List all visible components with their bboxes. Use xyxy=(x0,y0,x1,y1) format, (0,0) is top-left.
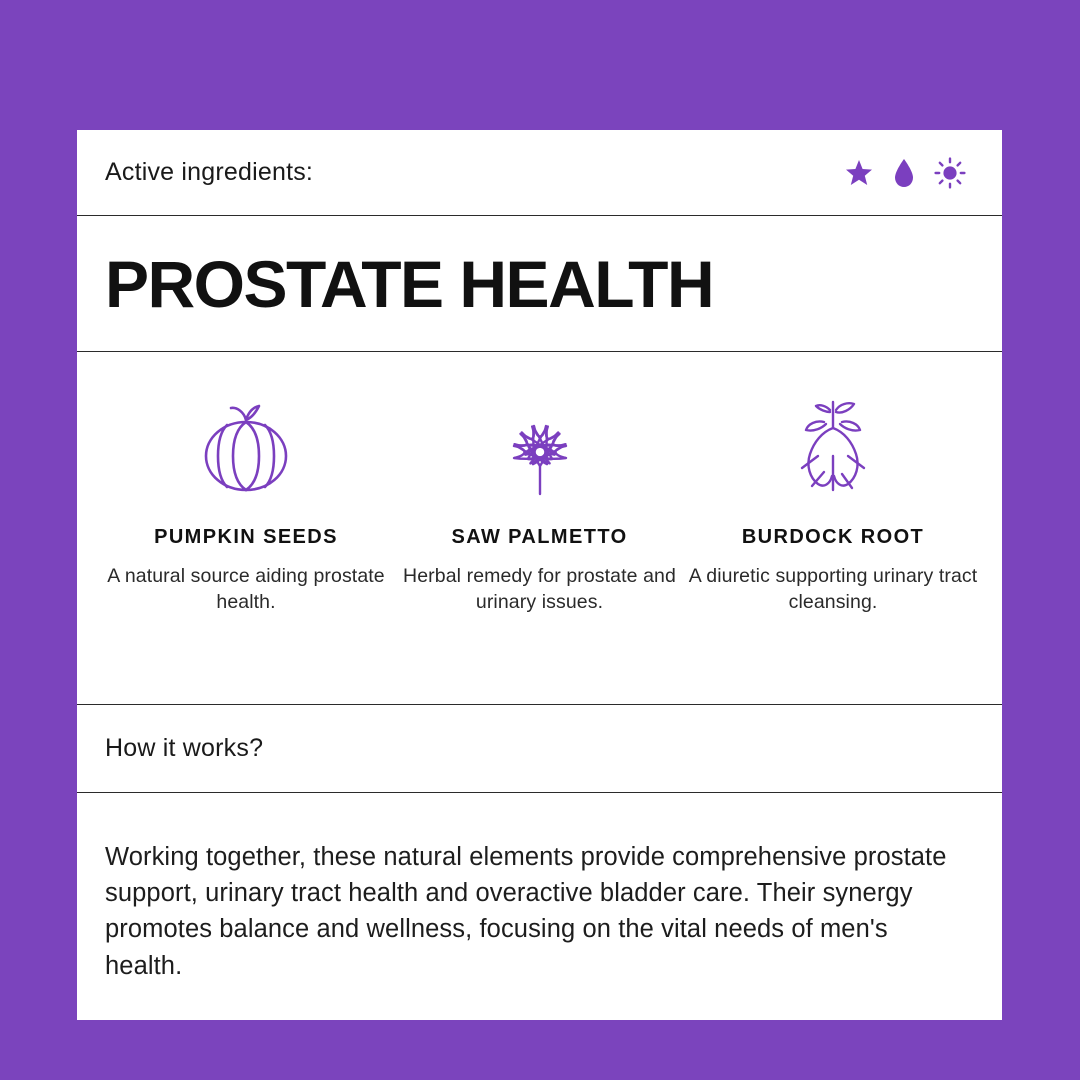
ingredient-name: PUMPKIN SEEDS xyxy=(154,526,338,548)
how-it-works-label: How it works? xyxy=(105,734,264,762)
how-it-works-text: Working together, these natural elements provide comprehensive prostate support, urinary tract health and overactive bladder care. Their synergy promotes balance and wellness, focusing on the vital needs of men's health. xyxy=(105,843,947,980)
info-card xyxy=(77,130,1002,1020)
star-icon xyxy=(844,158,874,188)
burdock-root-icon xyxy=(774,394,892,504)
ingredient-name: SAW PALMETTO xyxy=(451,526,628,548)
how-it-works-header xyxy=(77,705,1002,793)
ingredient-card-saw-palmetto xyxy=(395,394,685,615)
header-icon-group xyxy=(844,157,974,189)
ingredient-description: Herbal remedy for prostate and urinary issues. xyxy=(403,565,676,613)
active-ingredients-label: Active ingredients: xyxy=(105,158,314,186)
ingredient-card-pumpkin-seeds xyxy=(101,394,391,615)
ingredients-section xyxy=(77,352,1002,705)
card-header xyxy=(77,130,1002,216)
how-it-works-body xyxy=(77,793,1002,1020)
water-drop-icon xyxy=(892,157,916,189)
ingredient-description: A diuretic supporting urinary tract cleansing. xyxy=(688,565,978,613)
saw-palmetto-icon xyxy=(481,394,599,504)
page-title: PROSTATE HEALTH xyxy=(105,246,714,321)
ingredient-card-burdock-root xyxy=(688,394,978,615)
ingredient-name: BURDOCK ROOT xyxy=(741,526,925,548)
pumpkin-icon xyxy=(187,394,305,504)
title-section xyxy=(77,216,1002,352)
ingredient-description: A natural source aiding prostate health. xyxy=(107,565,385,613)
sun-icon xyxy=(934,157,966,189)
